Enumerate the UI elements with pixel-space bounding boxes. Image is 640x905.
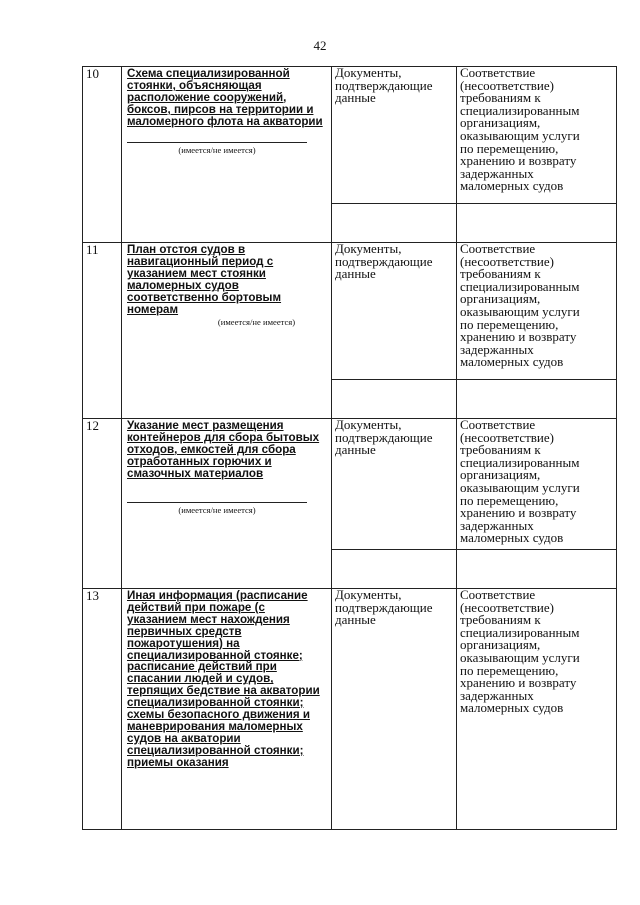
docs-cell xyxy=(332,243,457,380)
blank-cell xyxy=(332,550,457,589)
row-title: Иная информация (расписание действий при пожаре (с указанием мест нахождения первичных средств пожаротушения) на специализированной стоянке; расписание действий при спасании людей и судов, терпящих бедствие на акватории специализированной стоянки; схемы безопасного движения и маневрирования маломерных судов на акватории специализированной стоянки; приемы оказания xyxy=(127,589,320,769)
criteria-cell xyxy=(457,419,617,550)
docs-text: Документы, подтверждающие данные xyxy=(335,417,433,458)
row-title-cell xyxy=(122,243,332,419)
page-number: 42 xyxy=(313,38,327,53)
criteria-cell xyxy=(457,589,617,830)
table-row xyxy=(83,589,617,830)
table-row xyxy=(83,67,617,204)
table-row xyxy=(83,419,617,550)
fill-in-rule xyxy=(127,502,307,503)
blank-cell xyxy=(457,380,617,419)
docs-text: Документы, подтверждающие данные xyxy=(335,241,433,282)
criteria-cell xyxy=(457,67,617,204)
criteria-text: Соответствие (несоответствие) требованиям к специализированным организациям, оказывающим услуги по перемещению, хранению и возврату задержанных маломерных судов xyxy=(460,587,580,716)
row-number: 10 xyxy=(83,67,122,243)
fill-in-caption: (имеется/не имеется) xyxy=(178,144,256,155)
criteria-cell xyxy=(457,243,617,380)
docs-cell xyxy=(332,589,457,830)
criteria-text: Соответствие (несоответствие) требованиям к специализированным организациям, оказывающим услуги по перемещению, хранению и возврату задержанных маломерных судов xyxy=(460,417,580,546)
fill-in-line xyxy=(125,142,328,155)
criteria-text: Соответствие (несоответствие) требованиям к специализированным организациям, оказывающим услуги по перемещению, хранению и возврату задержанных маломерных судов xyxy=(460,65,580,194)
docs-cell xyxy=(332,419,457,550)
row-title: Схема специализированной стоянки, объясняющая расположение сооружений, боксов, пирсов на территории и маломерного флота на акватории xyxy=(127,67,323,128)
table-row xyxy=(83,243,617,380)
docs-text: Документы, подтверждающие данные xyxy=(335,65,433,106)
blank-cell xyxy=(457,550,617,589)
fill-in-caption: (имеется/не имеется) xyxy=(217,317,296,328)
row-number: 13 xyxy=(83,589,122,830)
fill-in-caption: (имеется/не имеется) xyxy=(178,504,256,515)
row-title-cell xyxy=(122,419,332,589)
requirements-table xyxy=(82,66,617,830)
row-title: План отстоя судов в навигационный период с указанием мест стоянки маломерных судов соответственно бортовым номерам xyxy=(127,243,282,316)
blank-cell xyxy=(457,204,617,243)
fill-in-rule xyxy=(127,142,307,143)
blank-cell xyxy=(332,380,457,419)
blank-cell xyxy=(332,204,457,243)
row-title-cell xyxy=(122,589,332,830)
criteria-text: Соответствие (несоответствие) требованиям к специализированным организациям, оказывающим услуги по перемещению, хранению и возврату задержанных маломерных судов xyxy=(460,241,580,370)
docs-cell xyxy=(332,67,457,204)
row-number: 11 xyxy=(83,243,122,419)
row-title-cell xyxy=(122,67,332,243)
row-number: 12 xyxy=(83,419,122,589)
row-title: Указание мест размещения контейнеров для сбора бытовых отходов, емкостей для сбора отработанных горючих и смазочных материалов xyxy=(127,419,320,480)
docs-text: Документы, подтверждающие данные xyxy=(335,587,433,628)
fill-in-line xyxy=(125,502,328,515)
